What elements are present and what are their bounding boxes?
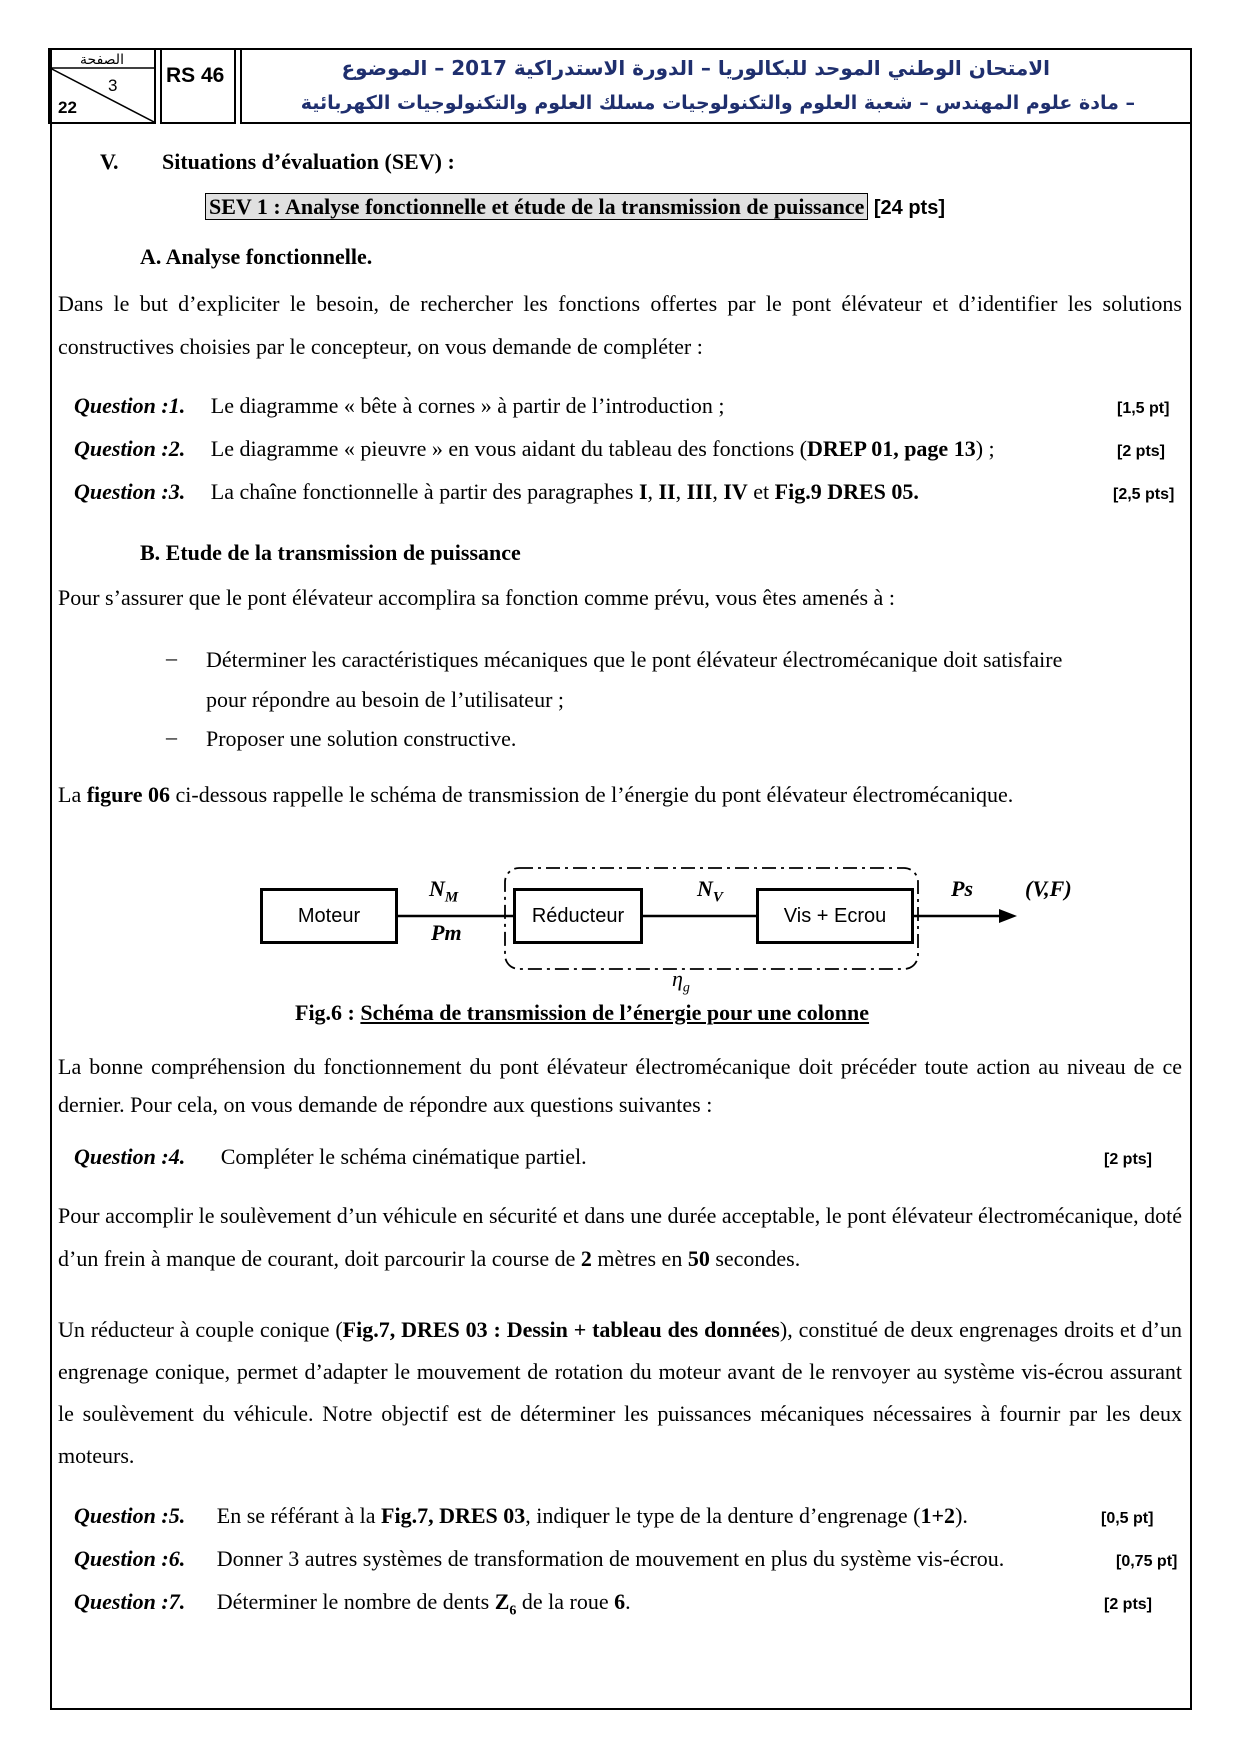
page-number: 3 <box>108 76 118 95</box>
question-3-points: [2,5 pts] <box>1113 486 1175 503</box>
paragraph-3-ref: Fig.7, DRES 03 : Dessin + tableau des données <box>342 1317 780 1342</box>
paragraph-3 <box>58 1309 1182 1477</box>
part-b-heading: B. Etude de la transmission de puissance <box>140 540 521 565</box>
output-label: (V,F) <box>1025 876 1072 901</box>
course-duration: 50 <box>687 1246 710 1271</box>
screw-speed-subscript: V <box>712 889 723 906</box>
question-1-text: Le diagramme « bête à cornes » à partir de l’introduction ; <box>210 393 725 418</box>
question-5-label: Question :5. <box>74 1503 186 1528</box>
exam-code: RS 46 <box>166 64 225 87</box>
question-1-points: [1,5 pt] <box>1117 400 1170 417</box>
question-3-ref-ii: II <box>658 479 676 504</box>
screw-nut-block: Vis + Ecrou <box>756 888 914 944</box>
question-7-wheel: 6 <box>614 1589 626 1614</box>
bullet-2: Proposer une solution constructive. <box>206 726 517 751</box>
question-5-points: [0,5 pt] <box>1101 1510 1154 1527</box>
motor-block: Moteur <box>260 888 398 944</box>
total-pages: 22 <box>58 98 77 117</box>
course-length: 2 <box>580 1246 592 1271</box>
question-7-z-subscript: 6 <box>509 1603 517 1619</box>
question-3-ref-iii: III <box>686 479 713 504</box>
paragraph-2 <box>58 1194 1182 1280</box>
part-a-intro: Dans le but d’expliciter le besoin, de rechercher les fonctions offertes par le pont élévateur et d’identifier les solutions constructives choisies par le concepteur, on vous demande de compléter : <box>58 291 1182 359</box>
question-2-ref: DREP 01, page 13 <box>807 436 976 461</box>
question-6-points: [0,75 pt] <box>1116 1553 1178 1570</box>
motor-speed-subscript: M <box>444 889 459 906</box>
question-5-c: , indiquer le type de la denture d’engrenage ( <box>525 1503 921 1528</box>
figure-intro-ref: figure 06 <box>86 782 171 807</box>
question-3-ref-i: I <box>638 479 648 504</box>
sev-title: SEV 1 : Analyse fonctionnelle et étude de la transmission de puissance <box>205 193 868 220</box>
question-3-label: Question :3. <box>74 479 186 504</box>
question-2-label: Question :2. <box>74 436 186 461</box>
exam-title-line2: – مادة علوم المهندس – شعبة العلوم والتكنولوجيات مسلك العلوم والتكنولوجيات الكهربائية <box>300 92 1135 114</box>
motor-speed-symbol: N <box>429 876 445 901</box>
reducer-block: Réducteur <box>513 888 643 944</box>
paragraph-3-a: Un réducteur à couple conique ( <box>58 1317 343 1342</box>
paragraph-2-e: secondes. <box>709 1246 801 1271</box>
motor-speed-label <box>429 876 458 906</box>
question-4-label: Question :4. <box>74 1144 186 1169</box>
question-7-label: Question :7. <box>74 1589 186 1614</box>
question-3-sep1: , <box>647 479 659 504</box>
paragraph-2-a: Pour accomplir le soulèvement d’un véhicule en sécurité et dans une durée acceptable, le pont élévateur électromécanique, doté d’un frein à manque de courant, doit parcourir la course de <box>58 1203 1182 1271</box>
question-3-sep3: , <box>712 479 724 504</box>
question-6-text: Donner 3 autres systèmes de transformation de mouvement en plus du système vis-écrou. <box>216 1546 1005 1571</box>
question-5 <box>74 1503 968 1529</box>
paragraph-3-c: ), constitué de deux engrenages droits et d’un engrenage conique, permet d’adapter le mouvement de rotation du moteur avant de le renvoyer au système vis-écrou assurant le soulèvement du véhicule. Notre objectif est de déterminer les puissances mécaniques nécessaires à fournir par les deux moteurs. <box>58 1317 1182 1468</box>
bullet-1-line2: pour répondre au besoin de l’utilisateur ; <box>206 687 565 712</box>
exam-title-line1: الامتحان الوطني الموحد للبكالوريا – الدورة الاستدراكية 2017 – الموضوع <box>341 56 1050 80</box>
output-arrow <box>999 909 1017 923</box>
figure-caption <box>295 998 869 1028</box>
figure-intro-a: La <box>58 782 87 807</box>
question-2-end: ) ; <box>975 436 995 461</box>
question-5-e: ). <box>955 1503 968 1528</box>
screw-speed-symbol: N <box>697 876 713 901</box>
question-2-text: Le diagramme « pieuvre » en vous aidant du tableau des fonctions ( <box>210 436 808 461</box>
efficiency-symbol: η <box>672 966 683 991</box>
efficiency-label <box>672 966 690 996</box>
question-3-sep4: et <box>747 479 775 504</box>
question-4 <box>74 1144 587 1170</box>
question-7-e: . <box>625 1589 631 1614</box>
section-title: Situations d’évaluation (SEV) : <box>162 149 455 174</box>
question-7-points: [2 pts] <box>1104 1596 1152 1613</box>
part-a-heading: A. Analyse fonctionnelle. <box>140 244 373 269</box>
question-7 <box>74 1589 631 1619</box>
part-b-intro: Pour s’assurer que le pont élévateur accomplira sa fonction comme prévu, vous êtes amenés à : <box>58 585 895 610</box>
page-label: الصفحة <box>80 52 124 68</box>
question-3-ref-fig: Fig.9 DRES 05. <box>774 479 919 504</box>
bullet-dash-2: – <box>166 724 177 749</box>
bullet-dash-1: – <box>166 645 177 670</box>
efficiency-subscript: g <box>682 980 690 996</box>
screw-speed-label <box>697 876 723 906</box>
sev-points: [24 pts] <box>873 197 945 219</box>
figure-intro-c: ci-dessous rappelle le schéma de transmission de l’énergie du pont élévateur électromécanique. <box>170 782 1014 807</box>
question-2-points: [2 pts] <box>1117 443 1165 460</box>
figure-caption-text: Schéma de transmission de l’énergie pour une colonne <box>360 1000 870 1025</box>
question-5-a: En se référant à la <box>216 1503 382 1528</box>
output-power-label: Ps <box>951 876 973 901</box>
question-3-sep2: , <box>675 479 687 504</box>
question-7-c: de la roue <box>516 1589 615 1614</box>
question-6-label: Question :6. <box>74 1546 186 1571</box>
question-5-gears: 1+2 <box>920 1503 956 1528</box>
figure-caption-label: Fig.6 : <box>295 1000 361 1025</box>
question-4-points: [2 pts] <box>1104 1151 1152 1168</box>
question-3-text: La chaîne fonctionnelle à partir des paragraphes <box>210 479 639 504</box>
bullet-1-line1: Déterminer les caractéristiques mécaniques que le pont élévateur électromécanique doit satisfaire <box>206 647 1063 672</box>
question-3-ref-iv: IV <box>723 479 748 504</box>
question-5-ref: Fig.7, DRES 03 <box>381 1503 526 1528</box>
question-4-text: Compléter le schéma cinématique partiel. <box>220 1144 587 1169</box>
paragraph-2-c: mètres en <box>591 1246 688 1271</box>
question-6 <box>74 1546 1004 1572</box>
section-number: V. <box>100 149 119 174</box>
paragraph-1: La bonne compréhension du fonctionnement du pont élévateur électromécanique doit précéder toute action au niveau de ce dernier. Pour cela, on vous demande de répondre aux questions suivantes : <box>58 1054 1182 1117</box>
question-7-z: Z <box>494 1589 510 1614</box>
question-7-a: Déterminer le nombre de dents <box>216 1589 495 1614</box>
question-1-label: Question :1. <box>74 393 186 418</box>
motor-power-label: Pm <box>431 920 462 945</box>
